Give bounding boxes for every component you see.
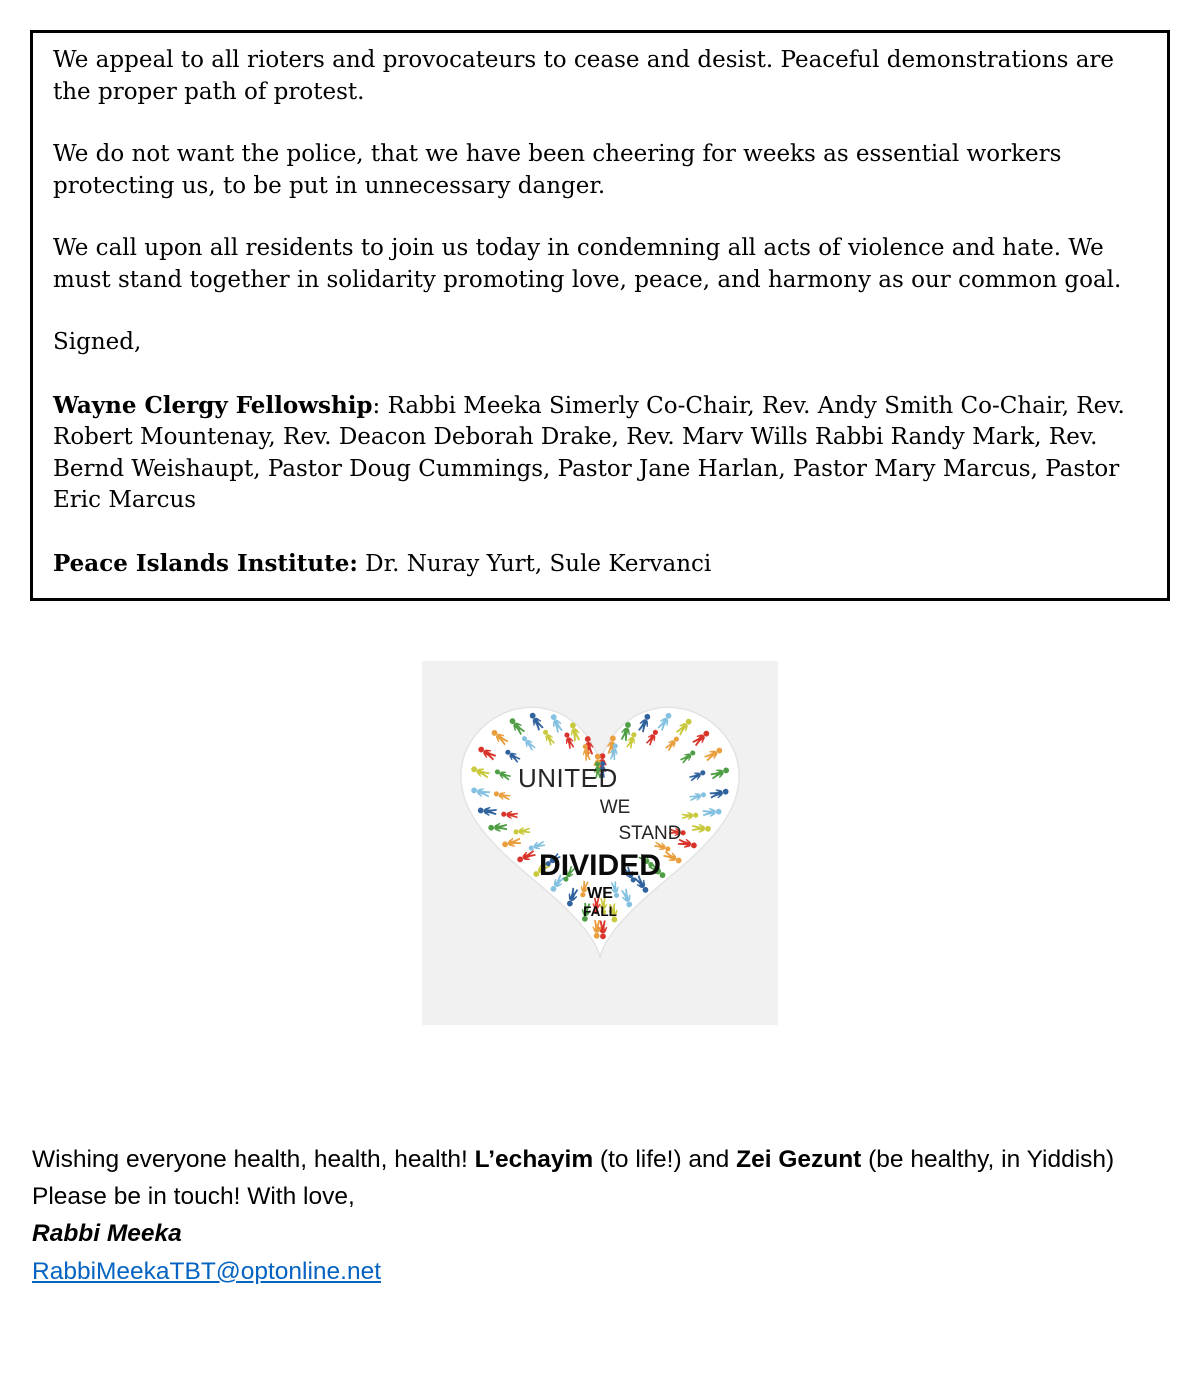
- wish-prefix: Wishing everyone health, health, health!: [32, 1146, 475, 1173]
- heart-of-people-graphic: [422, 661, 778, 1025]
- signed-label: Signed,: [53, 329, 142, 355]
- signatory-names: Dr. Nuray Yurt, Sule Kervanci: [357, 550, 712, 577]
- signatories-peace-islands: [53, 548, 1147, 581]
- signatory-names: : Rabbi Meeka Simerly Co-Chair, Rev. Andy Smith Co-Chair, Rev. Robert Mountenay, Rev. Deacon Deborah Drake, Rev. Marv Wills Rabbi Randy Mark, Rev. Bernd Weishaupt, Pastor Doug Cummings, Pastor Jane Harlan, Pastor Mary Marcus, Pastor Eric Marcus: [53, 392, 1125, 513]
- wish-line: [32, 1141, 1170, 1178]
- wish-suffix: (be healthy, in Yiddish): [861, 1146, 1115, 1173]
- signature-name: Rabbi Meeka: [32, 1220, 182, 1248]
- wish-mid: (to life!) and: [593, 1146, 737, 1173]
- slogan-we-1: WE: [599, 797, 631, 818]
- closing-section: [30, 1141, 1170, 1290]
- statement-paragraph-3: We call upon all residents to join us today in condemning all acts of violence and hate. We must stand together in solidarity promoting love, peace, and harmony as our common goal.: [53, 235, 1122, 293]
- slogan-united: UNITED: [518, 763, 618, 793]
- organization-name: Peace Islands Institute:: [53, 549, 358, 577]
- statement-paragraph-2: We do not want the police, that we have been cheering for weeks as essential workers protecting us, to be put in unnecessary danger.: [53, 141, 1062, 199]
- statement-box: [30, 30, 1170, 601]
- slogan-fall: FALL: [583, 904, 617, 919]
- unity-heart-image: [422, 661, 778, 1025]
- email-link[interactable]: RabbiMeekaTBT@optonline.net: [32, 1257, 382, 1285]
- signatories-clergy-fellowship: [53, 390, 1147, 517]
- slogan-stand: STAND: [618, 823, 682, 844]
- statement-paragraph-1: We appeal to all rioters and provocateurs to cease and desist. Peaceful demonstrations are the proper path of protest.: [53, 47, 1115, 105]
- touch-line: Please be in touch! With love,: [32, 1183, 355, 1211]
- zei-gezunt-bold: Zei Gezunt: [736, 1146, 862, 1173]
- lechayim-bold: L’echayim: [474, 1146, 594, 1173]
- slogan-we-2: WE: [587, 885, 613, 902]
- slogan-divided: DIVIDED: [539, 849, 661, 882]
- organization-name: Wayne Clergy Fellowship: [53, 391, 373, 419]
- email-line: [32, 1253, 1170, 1290]
